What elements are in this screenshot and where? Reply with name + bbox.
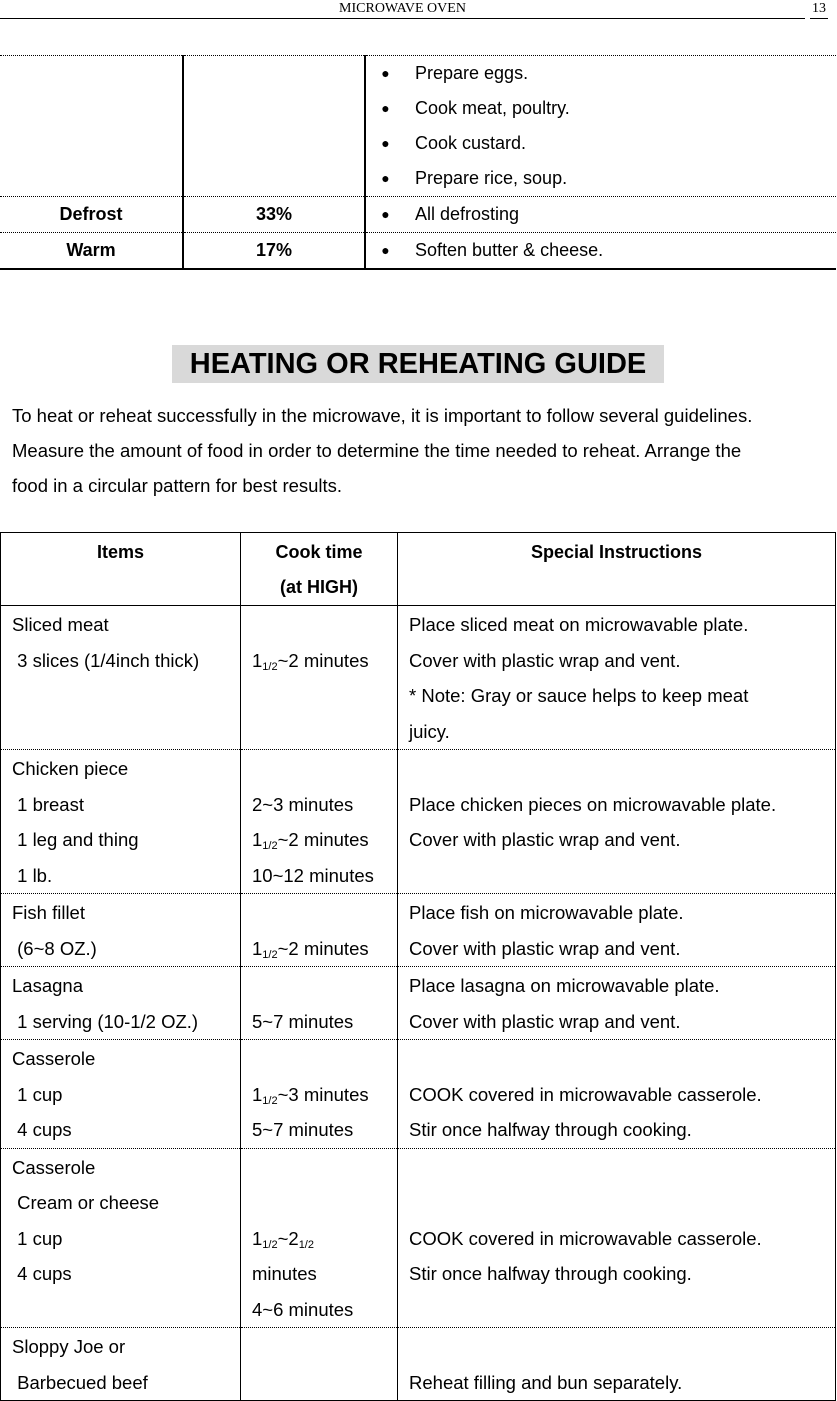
cook-time-line [241,1185,397,1221]
item-cell [1,967,241,1040]
fraction-subscript: 1/2 [262,948,278,961]
power-level-name: Defrost [0,197,183,233]
item-cell [1,750,241,894]
item-line: 1 cup [12,1083,63,1105]
time-text: ~3 minutes [277,1083,369,1105]
cook-time-line [241,931,397,967]
instructions-line: Stir once halfway through cooking. [409,1263,692,1284]
instructions-line: * Note: Gray or sauce helps to keep meat [409,685,749,706]
intro-line: To heat or reheat successfully in the microwave, it is important to follow several guidelines. [12,405,753,426]
power-level-percent [183,56,365,197]
cook-time-line: 5~7 minutes [252,1010,354,1032]
fraction-subscript: 1/2 [262,840,278,852]
time-text: 1 [252,1083,263,1105]
item-line: 1 lb. [12,864,53,886]
use-text: Cook meat, poultry. [415,98,570,118]
instructions-cell [398,967,836,1040]
cook-time-cell [241,606,398,750]
cook-time-line: 2~3 minutes [252,793,354,815]
power-level-name: Warm [0,233,183,270]
use-item [366,91,836,126]
instructions-line: Place fish on microwavable plate. [409,902,684,923]
cook-time-cell [241,967,398,1040]
item-cell [1,1040,241,1149]
item-line: (6~8 OZ.) [12,937,97,959]
guide-row [1,967,836,1040]
power-row [0,197,836,233]
cook-time-line [241,1077,397,1113]
item-line: 1 breast [12,793,84,815]
instructions-line: Stir once halfway through cooking. [409,1119,692,1140]
use-item [366,161,836,196]
time-text: 1 [252,829,263,850]
item-line: Sliced meat [12,614,109,635]
instructions-line [398,1150,835,1186]
item-line: Casserole [12,1156,96,1178]
item-line: 3 slices (1/4inch thick) [12,649,200,671]
instructions-cell [398,750,836,894]
instructions-line: Cover with plastic wrap and vent. [409,937,681,959]
power-level-percent: 17% [183,233,365,270]
instructions-line [398,1329,835,1365]
cook-time-line: 10~12 minutes [252,864,374,886]
cook-time-cell [241,1040,398,1149]
item-line: Casserole [12,1048,96,1069]
cook-time-line [241,968,397,1004]
cook-time-cell [241,1328,398,1401]
power-row [0,233,836,270]
item-line: Cream or cheese [12,1192,160,1213]
bullet-icon: ● [381,135,390,151]
fraction-subscript: 1/2 [262,1238,278,1251]
instructions-line: COOK covered in microwavable casserole. [409,1227,762,1249]
item-line: Sloppy Joe or [12,1336,126,1357]
instructions-cell [398,894,836,967]
header-items: Items [1,533,241,606]
bullet-icon: ● [381,242,390,258]
guide-row [1,750,836,894]
item-cell [1,1328,241,1401]
power-level-uses [365,56,836,197]
instructions-cell [398,1148,836,1328]
guide-row [1,1148,836,1328]
cook-time-cell [241,1148,398,1328]
page-number: 13 [810,0,828,19]
bullet-icon: ● [381,170,390,186]
power-row [0,56,836,197]
intro-paragraph [12,398,837,503]
use-text: Prepare rice, soup. [415,168,568,188]
item-line: 1 leg and thing [12,829,139,850]
time-text: ~2 minutes [277,937,369,959]
cook-time-line [241,895,397,931]
instructions-line: juicy. [409,720,450,742]
instructions-line: Place sliced meat on microwavable plate. [409,614,749,635]
time-text: 1 [252,649,263,671]
power-level-table [0,55,836,270]
use-text: All defrosting [415,204,520,224]
fraction-subscript: 1/2 [262,1094,278,1107]
item-line: 4 cups [12,1119,72,1140]
cook-time-line [241,607,397,643]
running-header: MICROWAVE OVEN [0,0,805,19]
power-level-uses [365,233,836,270]
use-item [366,197,836,232]
item-line: 1 serving (10-1/2 OZ.) [12,1010,199,1032]
header-cook-time [241,533,398,606]
use-item [366,56,836,91]
item-cell [1,894,241,967]
cook-time-line [241,1150,397,1186]
bullet-icon: ● [381,65,390,81]
item-cell [1,606,241,750]
item-line: Chicken piece [12,758,129,779]
guide-row [1,1328,836,1401]
header-special-instructions: Special Instructions [398,533,836,606]
time-text: ~2 [277,1227,299,1249]
fraction-subscript: 1/2 [298,1238,314,1251]
time-text: ~2 minutes [277,829,369,850]
item-line: Lasagna [12,975,83,996]
item-line: Barbecued beef [12,1371,148,1393]
fraction-subscript: 1/2 [262,660,278,673]
time-text: 1 [252,937,263,959]
instructions-line: Place lasagna on microwavable plate. [409,975,720,996]
time-text: 1 [252,1227,263,1249]
power-level-name [0,56,183,197]
intro-line: food in a circular pattern for best results. [12,475,343,496]
cook-time-line [241,751,397,787]
instructions-line [398,751,835,787]
cook-time-line: 4~6 minutes [252,1298,354,1320]
reheating-guide-table [0,532,836,1401]
power-level-percent: 33% [183,197,365,233]
cook-time-line: 5~7 minutes [252,1119,354,1140]
cook-time-line [241,1041,397,1077]
section-title: HEATING OR REHEATING GUIDE [172,345,664,383]
instructions-line: COOK covered in microwavable casserole. [409,1083,762,1105]
time-text: ~2 minutes [277,649,369,671]
instructions-line: Place chicken pieces on microwavable plate. [409,793,777,815]
item-line: 1 cup [12,1227,63,1249]
item-line: Fish fillet [12,902,85,923]
instructions-line: Cover with plastic wrap and vent. [409,1010,681,1032]
power-level-uses [365,197,836,233]
use-text: Cook custard. [415,133,527,153]
instructions-cell [398,1040,836,1149]
guide-row [1,1040,836,1149]
cook-time-line: minutes [252,1263,317,1284]
item-line: 4 cups [12,1263,72,1284]
instructions-cell [398,1328,836,1401]
header-cook-time-line: (at HIGH) [280,577,358,597]
item-cell [1,1148,241,1328]
guide-row [1,894,836,967]
bullet-icon: ● [381,206,390,222]
use-text: Prepare eggs. [415,63,529,83]
instructions-line [398,1041,835,1077]
instructions-cell [398,606,836,750]
cook-time-cell [241,894,398,967]
use-item [366,233,836,268]
use-text: Soften butter & cheese. [415,240,604,260]
header-cook-time-line: Cook time [275,542,363,562]
cook-time-line [241,1221,397,1257]
cook-time-line [241,822,397,858]
instructions-line: Reheat filling and bun separately. [409,1371,683,1393]
intro-line: Measure the amount of food in order to determine the time needed to reheat. Arrange the [12,440,742,461]
instructions-line: Cover with plastic wrap and vent. [409,829,681,850]
instructions-line: Cover with plastic wrap and vent. [409,649,681,671]
cook-time-cell [241,750,398,894]
guide-row [1,606,836,750]
instructions-line [398,1185,835,1221]
cook-time-line [241,643,397,679]
use-item [366,126,836,161]
bullet-icon: ● [381,100,390,116]
